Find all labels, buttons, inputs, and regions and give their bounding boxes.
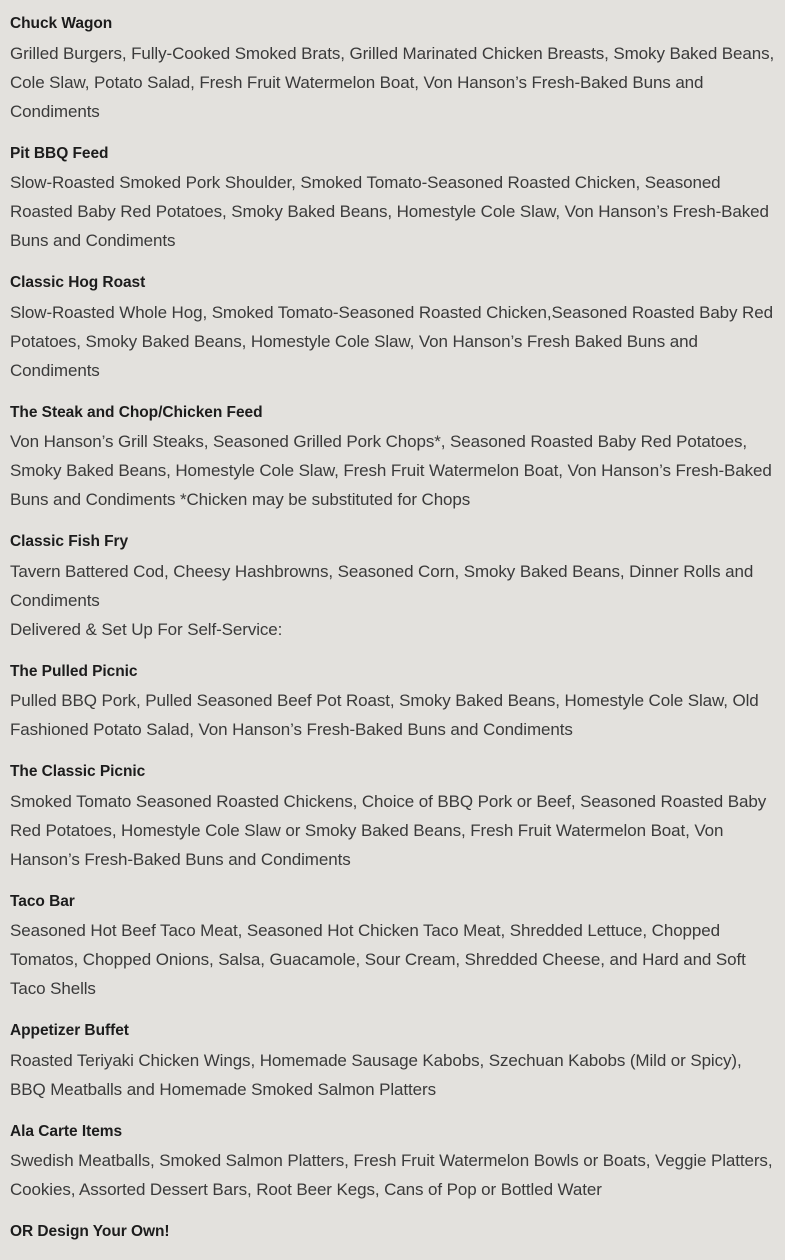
menu-section-description: Pulled BBQ Pork, Pulled Seasoned Beef Pot Roast, Smoky Baked Beans, Homestyle Cole Slaw, Old Fashioned Potato Salad, Von Hanson’s Fresh-Baked Buns and Condiments — [10, 691, 759, 739]
menu-section — [10, 10, 775, 126]
menu-section-title: Classic Hog Roast — [10, 274, 146, 291]
menu-section — [10, 1118, 775, 1205]
menu-section-description: Swedish Meatballs, Smoked Salmon Platters, Fresh Fruit Watermelon Bowls or Boats, Veggie Platters, Cookies, Assorted Dessert Bars, Root Beer Kegs, Cans of Pop or Bottled Water — [10, 1151, 773, 1199]
menu-section-description: Slow-Roasted Smoked Pork Shoulder, Smoked Tomato-Seasoned Roasted Chicken, Seasoned Roasted Baby Red Potatoes, Smoky Baked Beans, Homestyle Cole Slaw, Von Hanson’s Fresh-Baked Buns and Condiments — [10, 173, 769, 250]
menu-section-title: The Steak and Chop/Chicken Feed — [10, 403, 263, 421]
menu-section-title: OR Design Your Own! — [10, 1223, 170, 1240]
menu-section-note: Delivered & Set Up For Self-Service: — [10, 619, 283, 639]
menu-section-description: Smoked Tomato Seasoned Roasted Chickens, Choice of BBQ Pork or Beef, Seasoned Roasted Baby Red Potatoes, Homestyle Cole Slaw or Smoky Baked Beans, Fresh Fruit Watermelon Boat, Von Hanson’s Fresh-Baked Buns and Condiments — [10, 791, 767, 869]
menu-section-description: Tavern Battered Cod, Cheesy Hashbrowns, Seasoned Corn, Smoky Baked Beans, Dinner Rolls and Condiments — [10, 561, 754, 610]
menu-section-description: Slow-Roasted Whole Hog, Smoked Tomato-Seasoned Roasted Chicken,Seasoned Roasted Baby Red Potatoes, Smoky Baked Beans, Homestyle Cole Slaw, Von Hanson’s Fresh Baked Buns and Condiments — [10, 302, 773, 380]
menu-section-description: Seasoned Hot Beef Taco Meat, Seasoned Hot Chicken Taco Meat, Shredded Lettuce, Chopped Tomatos, Chopped Onions, Salsa, Guacamole, Sour Cream, Shredded Cheese, and Hard and Soft Taco Shells — [10, 921, 746, 998]
menu-section — [10, 528, 775, 644]
menu-section — [10, 1017, 775, 1104]
menu-section-title: The Pulled Picnic — [10, 662, 138, 680]
menu-section — [10, 399, 775, 515]
menu-section — [10, 269, 775, 385]
menu-section-description: Roasted Teriyaki Chicken Wings, Homemade Sausage Kabobs, Szechuan Kabobs (Mild or Spicy), BBQ Meatballs and Homemade Smoked Salmon Platters — [10, 1050, 742, 1099]
menu-section — [10, 758, 775, 874]
menu-section-title: Classic Fish Fry — [10, 533, 129, 550]
menu-section-description: Grilled Burgers, Fully-Cooked Smoked Brats, Grilled Marinated Chicken Breasts, Smoky Baked Beans, Cole Slaw, Potato Salad, Fresh Fruit Watermelon Boat, Von Hanson’s Fresh-Baked Buns and Condiments — [10, 43, 775, 121]
menu-section-title: Appetizer Buffet — [10, 1022, 129, 1039]
menu-section — [10, 1218, 775, 1247]
menu-section-title: Taco Bar — [10, 892, 75, 910]
menu-section — [10, 888, 775, 1004]
menu-section — [10, 658, 775, 745]
menu-section-title: Chuck Wagon — [10, 15, 113, 32]
menu-section-title: The Classic Picnic — [10, 763, 146, 780]
menu-section — [10, 140, 775, 256]
menu-section-title: Pit BBQ Feed — [10, 144, 109, 162]
menu-section-description: Von Hanson’s Grill Steaks, Seasoned Grilled Pork Chops*, Seasoned Roasted Baby Red Potatoes, Smoky Baked Beans, Homestyle Cole Slaw, Fresh Fruit Watermelon Boat, Von Hanson’s Fresh-Baked Buns and Condiments *Chicken may be substituted for Chops — [10, 432, 772, 509]
menu-section-title: Ala Carte Items — [10, 1122, 123, 1140]
